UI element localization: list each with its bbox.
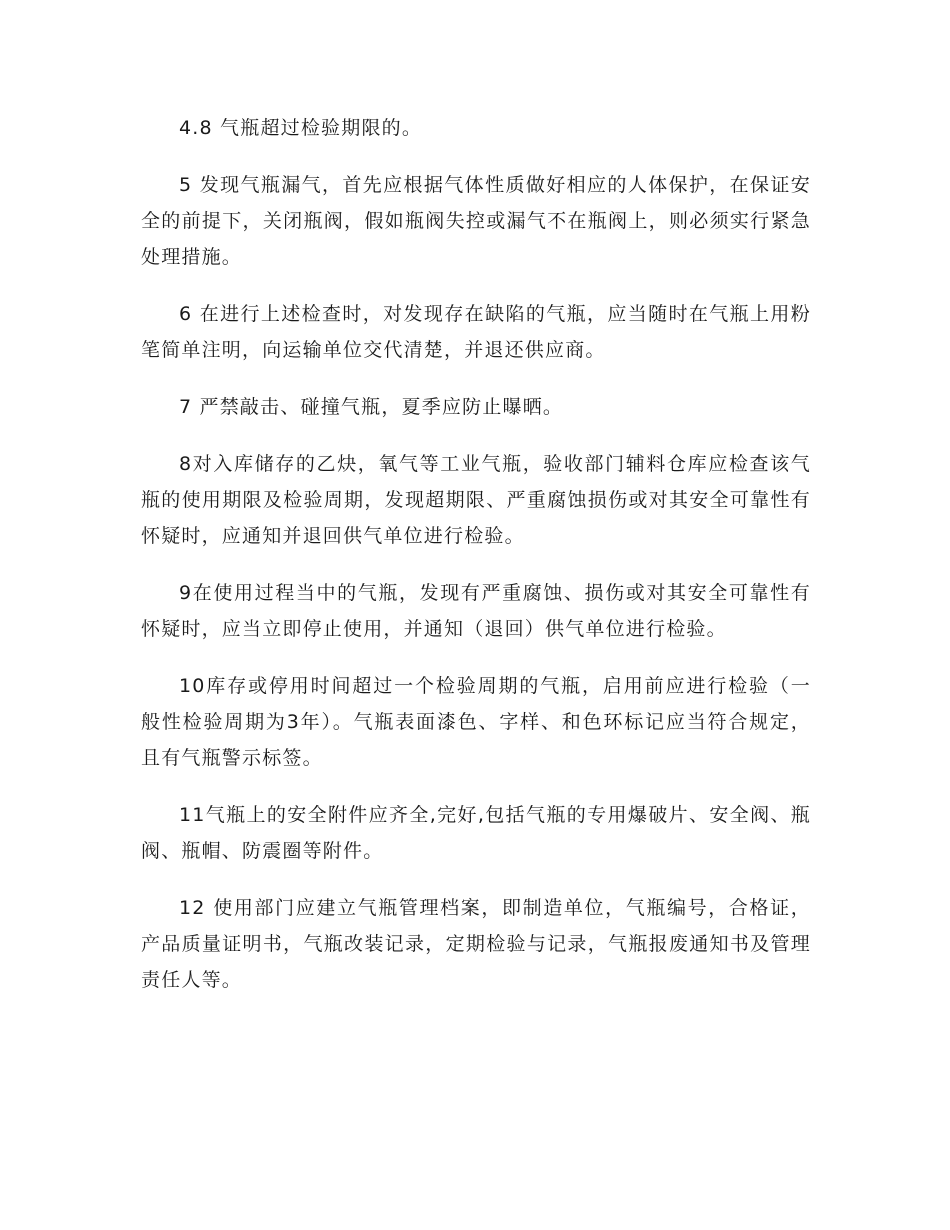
- paragraph-4-8: 4.8 气瓶超过检验期限的。: [179, 117, 423, 139]
- paragraph-6: 6 在进行上述检查时，对发现存在缺陷的气瓶，应当随时在气瓶上用粉笔简单注明，向运输单位交代清楚，并退还供应商。: [141, 303, 811, 361]
- paragraph-11: 11气瓶上的安全附件应齐全,完好,包括气瓶的专用爆破片、安全阀、瓶阀、瓶帽、防震圈等附件。: [141, 804, 811, 862]
- document-body: [141, 110, 811, 1019]
- paragraph-12: 12 使用部门应建立气瓶管理档案，即制造单位，气瓶编号，合格证，产品质量证明书，气瓶改装记录，定期检验与记录，气瓶报废通知书及管理责任人等。: [141, 897, 811, 991]
- paragraph-9: 9在使用过程当中的气瓶，发现有严重腐蚀、损伤或对其安全可靠性有怀疑时，应当立即停止使用，并通知（退回）供气单位进行检验。: [141, 582, 811, 640]
- paragraph-5: 5 发现气瓶漏气，首先应根据气体性质做好相应的人体保护，在保证安全的前提下，关闭瓶阀，假如瓶阀失控或漏气不在瓶阀上，则必须实行紧急处理措施。: [141, 174, 811, 268]
- paragraph-7: 7 严禁敲击、碰撞气瓶，夏季应防止曝晒。: [179, 396, 564, 418]
- paragraph-10: 10库存或停用时间超过一个检验周期的气瓶，启用前应进行检验（一般性检验周期为3年）。气瓶表面漆色、字样、和色环标记应当符合规定，且有气瓶警示标签。: [141, 675, 811, 769]
- paragraph-8: 8对入库储存的乙炔，氧气等工业气瓶，验收部门辅料仓库应检查该气瓶的使用期限及检验周期，发现超期限、严重腐蚀损伤或对其安全可靠性有怀疑时，应通知并退回供气单位进行检验。: [141, 453, 811, 547]
